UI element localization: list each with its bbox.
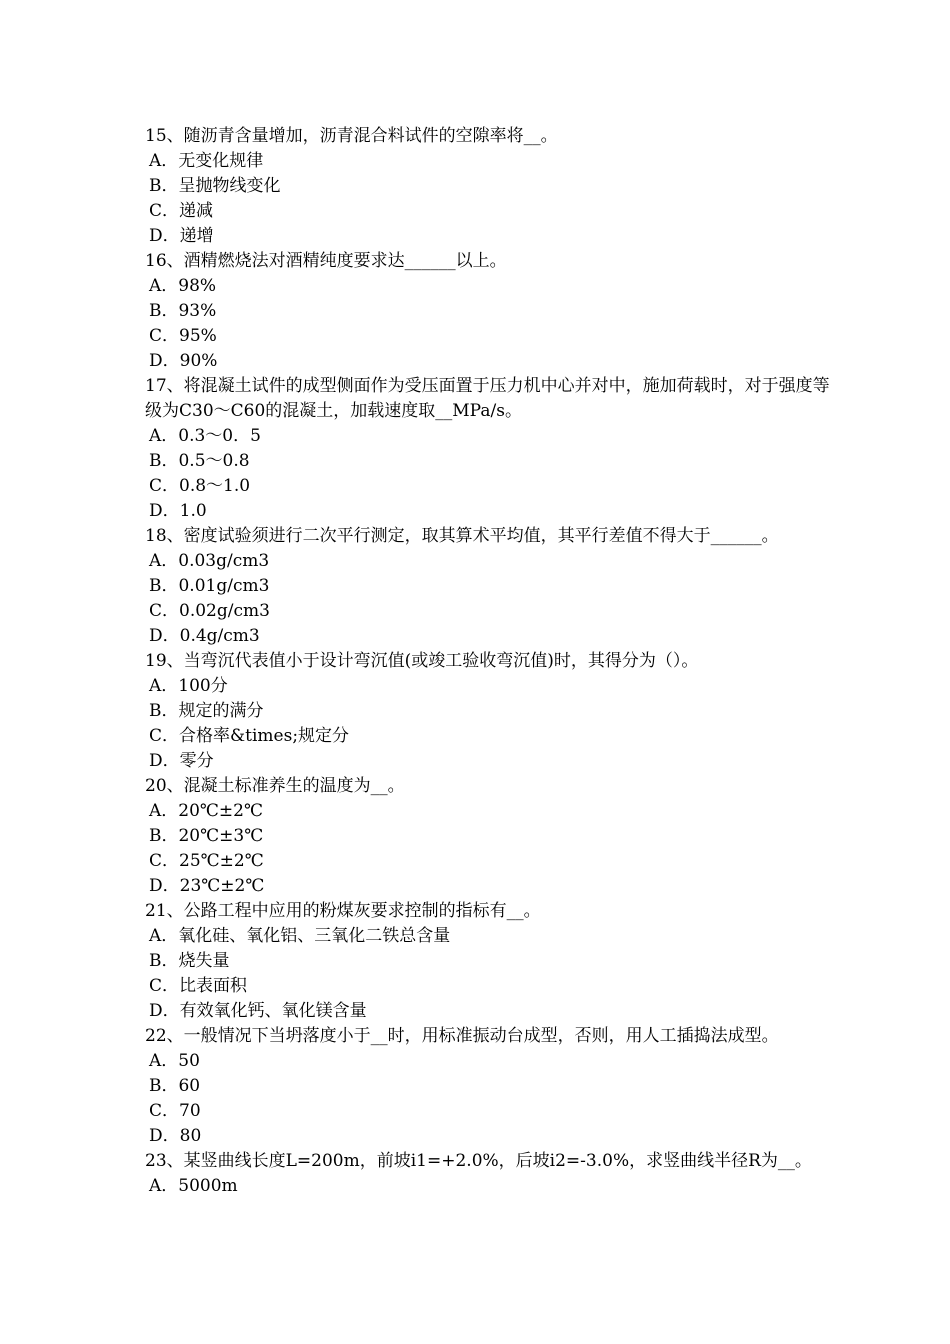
option-a: A．氧化硅、氧化铝、三氧化二铁总含量	[149, 926, 451, 946]
option-b: B．60	[149, 1076, 201, 1096]
option-a: A．50	[149, 1051, 200, 1071]
option-d: D．零分	[149, 751, 214, 771]
document-page	[145, 124, 835, 1199]
option-a: A．无变化规律	[149, 151, 264, 171]
option-c: C．95%	[149, 326, 217, 346]
question-21	[145, 899, 835, 1024]
option-b: B．规定的满分	[149, 701, 264, 721]
question-17	[145, 374, 835, 524]
option-d: D．递增	[149, 226, 214, 246]
option-a: A．20℃±2℃	[149, 801, 264, 821]
option-c: C．25℃±2℃	[149, 851, 264, 871]
question-text: 22、一般情况下当坍落度小于__时，用标准振动台成型，否则，用人工插捣法成型。	[145, 1026, 779, 1046]
option-c: C．70	[149, 1101, 201, 1121]
option-c: C．0.02g/cm3	[149, 601, 270, 621]
question-text: 16、酒精燃烧法对酒精纯度要求达______以上。	[145, 251, 507, 271]
question-text: 17、将混凝土试件的成型侧面作为受压面置于压力机中心并对中，施加荷载时，对于强度等级为C30～C60的混凝土，加载速度取__MPa/s。	[145, 376, 830, 421]
question-text: 19、当弯沉代表值小于设计弯沉值(或竣工验收弯沉值)时，其得分为（）。	[145, 651, 699, 671]
option-c: C．合格率&times;规定分	[149, 726, 350, 746]
question-16	[145, 249, 835, 374]
option-b: B．0.01g/cm3	[149, 576, 270, 596]
question-23	[145, 1149, 835, 1199]
option-d: D．23℃±2℃	[149, 876, 265, 896]
option-b: B．0.5～0.8	[149, 451, 250, 471]
option-c: C．比表面积	[149, 976, 248, 996]
option-a: A．0.3～0．5	[149, 426, 261, 446]
question-text: 23、某竖曲线长度L=200m，前坡i1=+2.0%，后坡i2=-3.0%，求竖曲线半径R为__。	[145, 1151, 812, 1171]
option-b: B．烧失量	[149, 951, 230, 971]
option-b: B．93%	[149, 301, 217, 321]
option-a: A．100分	[149, 676, 228, 696]
option-c: C．递减	[149, 201, 214, 221]
question-20	[145, 774, 835, 899]
question-text: 18、密度试验须进行二次平行测定，取其算术平均值，其平行差值不得大于______。	[145, 526, 779, 546]
option-d: D．90%	[149, 351, 218, 371]
question-18	[145, 524, 835, 649]
question-19	[145, 649, 835, 774]
option-a: A．0.03g/cm3	[149, 551, 270, 571]
option-d: D．80	[149, 1126, 202, 1146]
option-d: D．1.0	[149, 501, 207, 521]
question-text: 15、随沥青含量增加，沥青混合料试件的空隙率将__。	[145, 126, 558, 146]
question-text: 20、混凝土标准养生的温度为__。	[145, 776, 405, 796]
question-text: 21、公路工程中应用的粉煤灰要求控制的指标有__。	[145, 901, 541, 921]
option-c: C．0.8～1.0	[149, 476, 251, 496]
question-22	[145, 1024, 835, 1149]
option-a: A．5000m	[149, 1176, 238, 1196]
option-b: B．20℃±3℃	[149, 826, 264, 846]
option-d: D．有效氧化钙、氧化镁含量	[149, 1001, 367, 1021]
option-d: D．0.4g/cm3	[149, 626, 260, 646]
option-b: B．呈抛物线变化	[149, 176, 281, 196]
option-a: A．98%	[149, 276, 217, 296]
question-15	[145, 124, 835, 249]
